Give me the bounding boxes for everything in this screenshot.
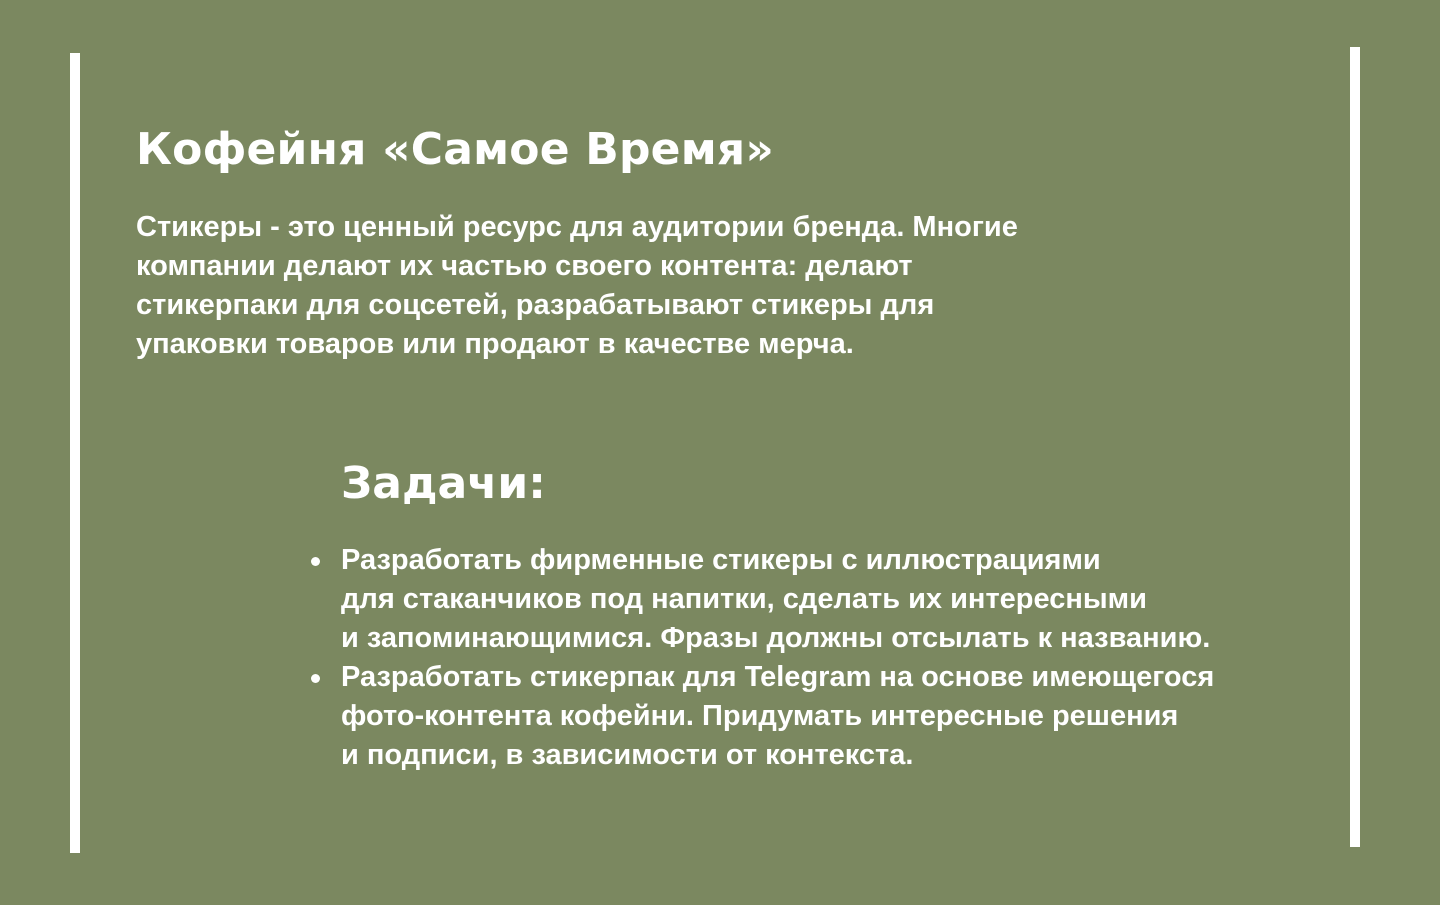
intro-line: компании делают их частью своего контента: делают [136,250,913,282]
intro-line: Стикеры - это ценный ресурс для аудитории бренда. Многие [136,211,1018,243]
list-item [341,541,1341,658]
intro-line: стикерпаки для соцсетей, разрабатывают стикеры для [136,289,935,321]
right-accent-bar [1350,47,1360,847]
page-title: Кофейня «Самое Время» [136,124,774,175]
task-line: и подписи, в зависимости от контекста. [341,739,914,771]
task-line: Разработать стикерпак для Telegram на основе имеющегося [341,661,1215,693]
intro-line: упаковки товаров или продают в качестве мерча. [136,328,854,360]
task-line: Разработать фирменные стикеры с иллюстрациями [341,544,1101,576]
task-line: и запоминающимися. Фразы должны отсылать к названию. [341,622,1211,654]
tasks-list [341,541,1341,775]
intro-paragraph [136,208,1156,364]
bullet-icon [311,557,320,566]
list-item [341,658,1341,775]
tasks-heading: Задачи: [341,458,546,509]
task-line: для стаканчиков под напитки, сделать их интересными [341,583,1147,615]
task-line: фото-контента кофейни. Придумать интересные решения [341,700,1179,732]
bullet-icon [311,674,320,683]
left-accent-bar [70,53,80,853]
